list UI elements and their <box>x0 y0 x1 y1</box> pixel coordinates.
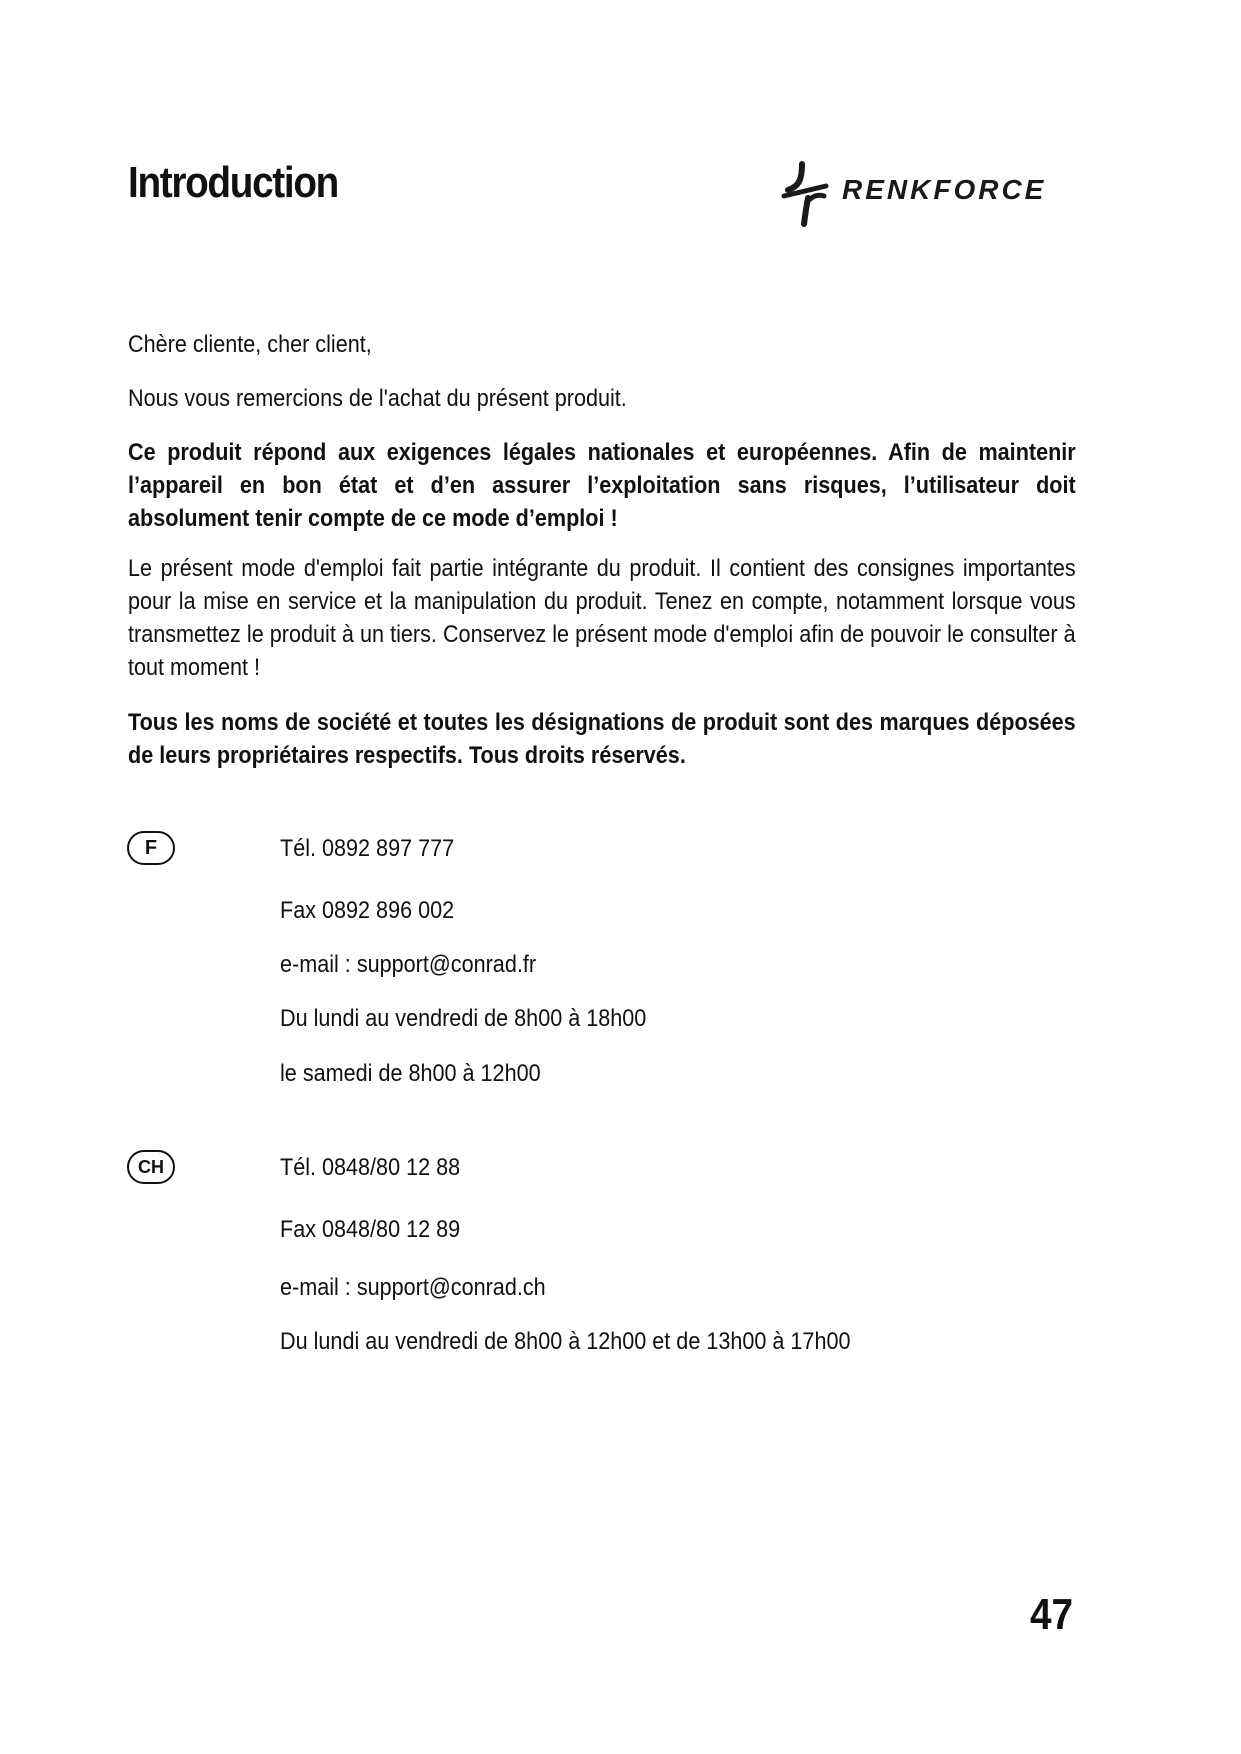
france-fax: Fax 0892 896 002 <box>280 897 455 924</box>
thanks-text: Nous vous remercions de l'achat du présent produit. <box>128 385 627 412</box>
manual-info: Le présent mode d'emploi fait partie intégrante du produit. Il contient des consignes importantes pour la mise en service et la manipulation du produit. Tenez en compte, notamment lorsque vous transmettez le produit à un tiers. Conservez le présent mode d'emploi afin de pouvoir le consulter à tout moment ! <box>128 555 1076 681</box>
switzerland-email: e-mail : support@conrad.ch <box>280 1274 546 1301</box>
trademark-notice: Tous les noms de société et toutes les désignations de produit sont des marques déposées de leurs propriétaires respectifs. Tous droits réservés. <box>128 709 1076 769</box>
switzerland-hours-weekday: Du lundi au vendredi de 8h00 à 12h00 et de 13h00 à 17h00 <box>280 1328 851 1355</box>
brand-name: renkforce <box>842 164 1047 208</box>
page-number: 47 <box>1030 1590 1074 1639</box>
france-email: e-mail : support@conrad.fr <box>280 951 537 978</box>
switzerland-phone: Tél. 0848/80 12 88 <box>280 1154 461 1181</box>
page-title: Introduction <box>128 158 338 207</box>
brand-logo <box>780 158 1080 228</box>
renkforce-logo-icon <box>780 158 830 228</box>
switzerland-fax: Fax 0848/80 12 89 <box>280 1216 461 1243</box>
legal-warning: Ce produit répond aux exigences légales nationales et européennes. Afin de maintenir l’appareil en bon état et d’en assurer l’exploitation sans risques, l’utilisateur doit absolument tenir compte de ce mode d’emploi ! <box>128 439 1076 532</box>
salutation: Chère cliente, cher client, <box>128 331 372 358</box>
france-hours-saturday: le samedi de 8h00 à 12h00 <box>280 1060 541 1087</box>
country-badge-france: F <box>127 831 175 865</box>
country-badge-switzerland: CH <box>127 1150 175 1184</box>
france-hours-weekday: Du lundi au vendredi de 8h00 à 18h00 <box>280 1005 647 1032</box>
france-phone: Tél. 0892 897 777 <box>280 835 455 862</box>
